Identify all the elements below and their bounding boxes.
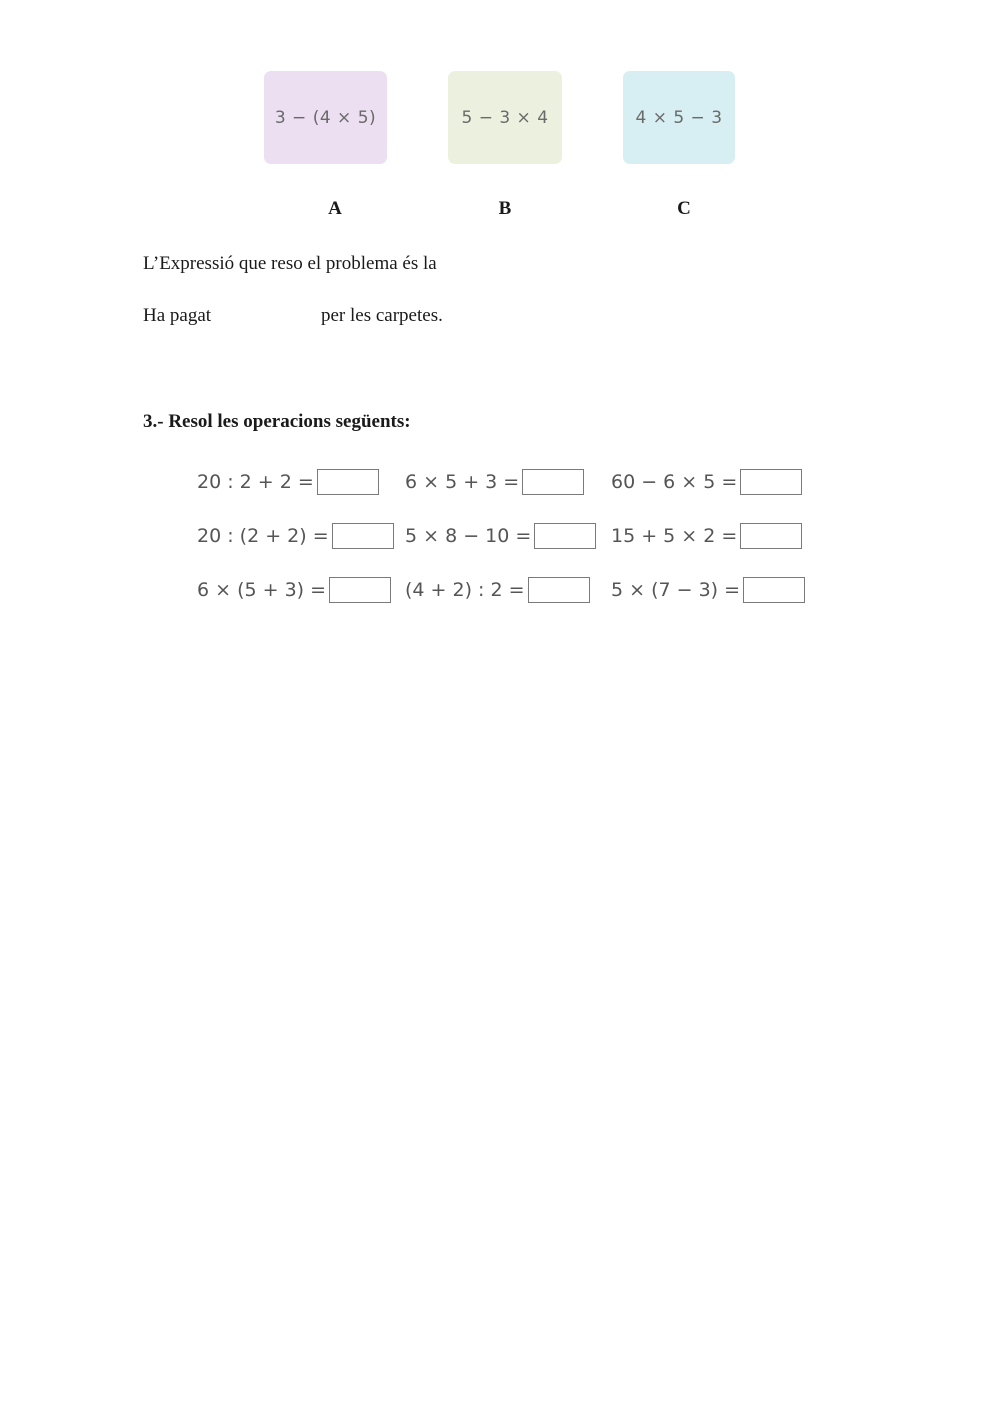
operation-2 <box>405 467 584 497</box>
answer-input-6[interactable] <box>740 523 802 549</box>
operation-expression: 6 × 5 + 3 = <box>405 471 520 493</box>
paid-label-suffix: per les carpetes. <box>321 305 443 326</box>
operation-3 <box>611 467 802 497</box>
answer-input-3[interactable] <box>740 469 802 495</box>
operation-6 <box>611 521 802 551</box>
section-3-title: 3.- Resol les operacions següents: <box>143 411 411 432</box>
option-a-expression: 3 − (4 × 5) <box>274 107 377 128</box>
operation-5 <box>405 521 596 551</box>
operation-9 <box>611 575 805 605</box>
option-card-a <box>264 71 387 164</box>
paid-label: Ha pagat <box>143 305 212 326</box>
operation-expression: (4 + 2) : 2 = <box>405 579 525 601</box>
answer-input-7[interactable] <box>329 577 391 603</box>
paid-answer-blank[interactable] <box>222 305 314 329</box>
operation-8 <box>405 575 590 605</box>
option-card-c <box>623 71 735 164</box>
option-card-b <box>448 71 562 164</box>
answer-input-1[interactable] <box>317 469 379 495</box>
option-letter-c: C <box>677 198 691 219</box>
option-b-expression: 5 − 3 × 4 <box>461 107 549 128</box>
operation-expression: 6 × (5 + 3) = <box>197 579 327 601</box>
operation-expression: 60 − 6 × 5 = <box>611 471 738 493</box>
option-letter-a: A <box>328 198 342 219</box>
operation-7 <box>197 575 391 605</box>
operation-expression: 15 + 5 × 2 = <box>611 525 738 547</box>
expression-prompt: L’Expressió que reso el problema és la <box>143 253 437 274</box>
operation-4 <box>197 521 394 551</box>
answer-input-4[interactable] <box>332 523 394 549</box>
operation-expression: 5 × 8 − 10 = <box>405 525 532 547</box>
option-c-expression: 4 × 5 − 3 <box>635 107 723 128</box>
answer-input-5[interactable] <box>534 523 596 549</box>
operation-1 <box>197 467 379 497</box>
operation-expression: 20 : 2 + 2 = <box>197 471 314 493</box>
option-letter-b: B <box>498 198 512 219</box>
answer-input-9[interactable] <box>743 577 805 603</box>
answer-input-2[interactable] <box>522 469 584 495</box>
operation-expression: 5 × (7 − 3) = <box>611 579 741 601</box>
answer-input-8[interactable] <box>528 577 590 603</box>
operation-expression: 20 : (2 + 2) = <box>197 525 329 547</box>
